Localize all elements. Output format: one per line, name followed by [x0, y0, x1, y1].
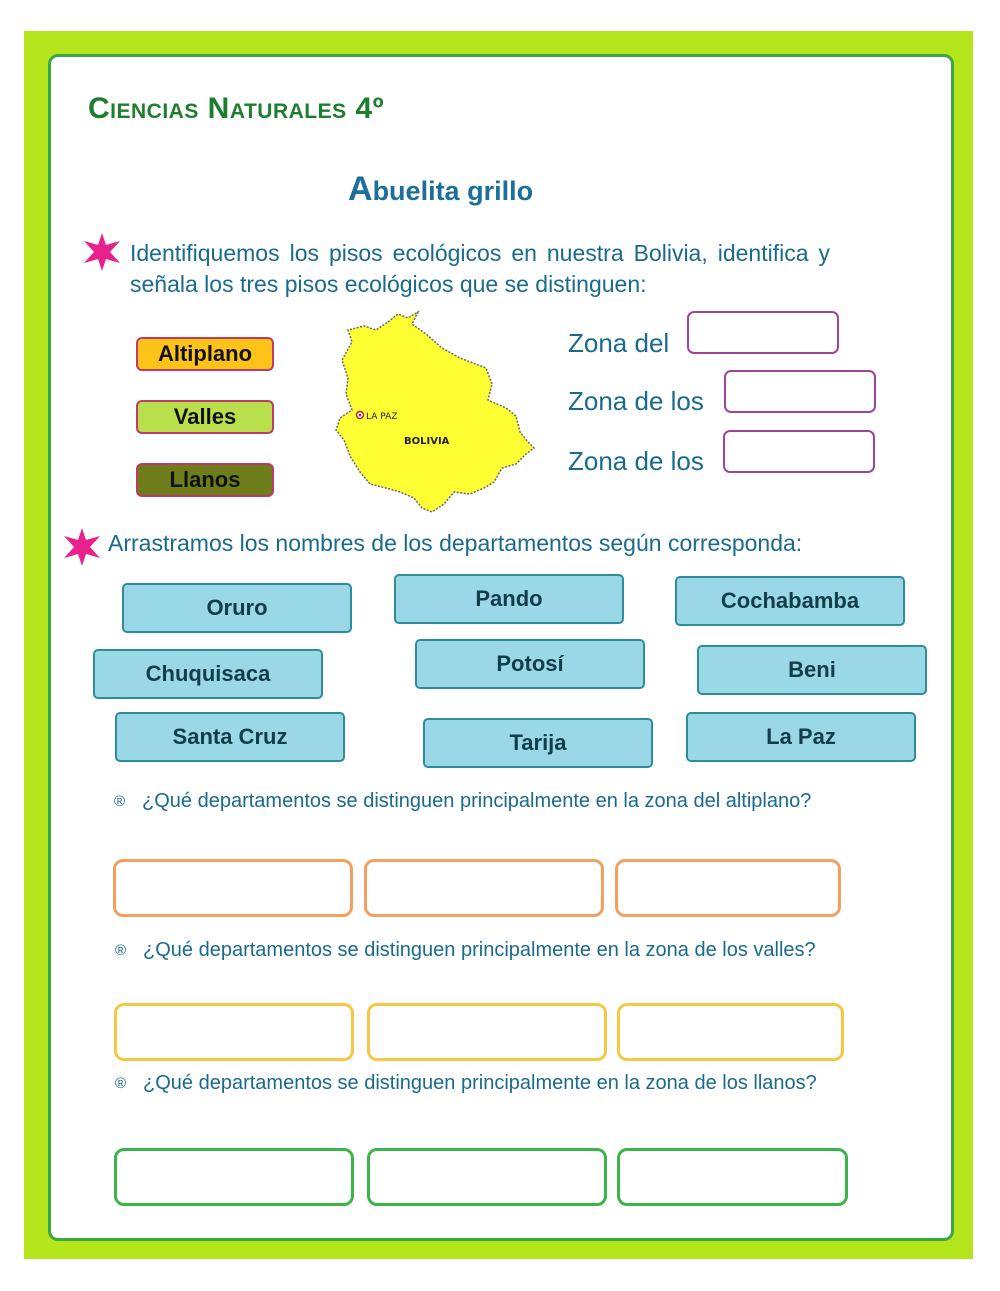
title-rest: buelita grillo: [372, 176, 534, 206]
answer-box-altiplano-1[interactable]: [113, 859, 353, 917]
question-text: ¿Qué departamentos se distinguen principalmente en la zona de los valles?: [143, 939, 816, 961]
zone-prompt-3: Zona de los: [568, 446, 704, 476]
department-card-oruro[interactable]: Oruro: [122, 583, 352, 633]
star-icon: [62, 527, 102, 567]
question-llanos: [115, 1071, 841, 1096]
registered-bullet-icon: ®: [115, 1075, 127, 1092]
question-altiplano: [114, 789, 840, 814]
question-text: ¿Qué departamentos se distinguen principalmente en la zona de los llanos?: [143, 1072, 817, 1094]
bolivia-map: [330, 308, 545, 518]
answer-box-valles-2[interactable]: [367, 1003, 607, 1061]
zone-prompt-1: Zona del: [568, 328, 670, 358]
bolivia-label: BOLIVIA: [404, 436, 450, 447]
zone-drop-slot-3[interactable]: [723, 430, 875, 473]
department-card-tarija[interactable]: Tarija: [423, 718, 653, 768]
department-card-la-paz[interactable]: La Paz: [686, 712, 916, 762]
registered-bullet-icon: ®: [114, 793, 126, 810]
department-card-potosi[interactable]: Potosí: [415, 639, 645, 689]
zone-drop-slot-1[interactable]: [687, 311, 839, 354]
department-card-beni[interactable]: Beni: [697, 645, 927, 695]
department-card-chuquisaca[interactable]: Chuquisaca: [93, 649, 323, 699]
zone-tile-altiplano[interactable]: Altiplano: [136, 337, 274, 371]
answer-box-valles-1[interactable]: [114, 1003, 354, 1061]
answer-box-altiplano-3[interactable]: [615, 859, 841, 917]
department-card-cochabamba[interactable]: Cochabamba: [675, 576, 905, 626]
la-paz-label: LA PAZ: [366, 412, 398, 422]
department-card-pando[interactable]: Pando: [394, 574, 624, 624]
title-initial: A: [348, 170, 373, 208]
subject-heading: Ciencias Naturales 4º: [88, 92, 385, 125]
question-text: ¿Qué departamentos se distinguen principalmente en la zona del altiplano?: [142, 790, 812, 812]
department-card-santa-cruz[interactable]: Santa Cruz: [115, 712, 345, 762]
answer-box-altiplano-2[interactable]: [364, 859, 604, 917]
zone-drop-slot-2[interactable]: [724, 370, 876, 413]
instruction-ecological-floors: Identifiquemos los pisos ecológicos en nuestra Bolivia, identifica y señala los tres pisos ecológicos que se distinguen:: [130, 240, 830, 297]
worksheet-title: [348, 170, 533, 209]
question-valles: [115, 938, 841, 963]
zone-tile-llanos[interactable]: Llanos: [136, 463, 274, 497]
instruction-departments: Arrastramos los nombres de los departamentos según corresponda:: [108, 530, 803, 556]
registered-bullet-icon: ®: [115, 942, 127, 959]
zone-tile-valles[interactable]: Valles: [136, 400, 274, 434]
answer-box-valles-3[interactable]: [617, 1003, 844, 1061]
answer-box-llanos-2[interactable]: [367, 1148, 607, 1206]
answer-box-llanos-3[interactable]: [617, 1148, 848, 1206]
answer-box-llanos-1[interactable]: [114, 1148, 354, 1206]
zone-prompt-2: Zona de los: [568, 386, 704, 416]
star-icon: [82, 232, 122, 272]
